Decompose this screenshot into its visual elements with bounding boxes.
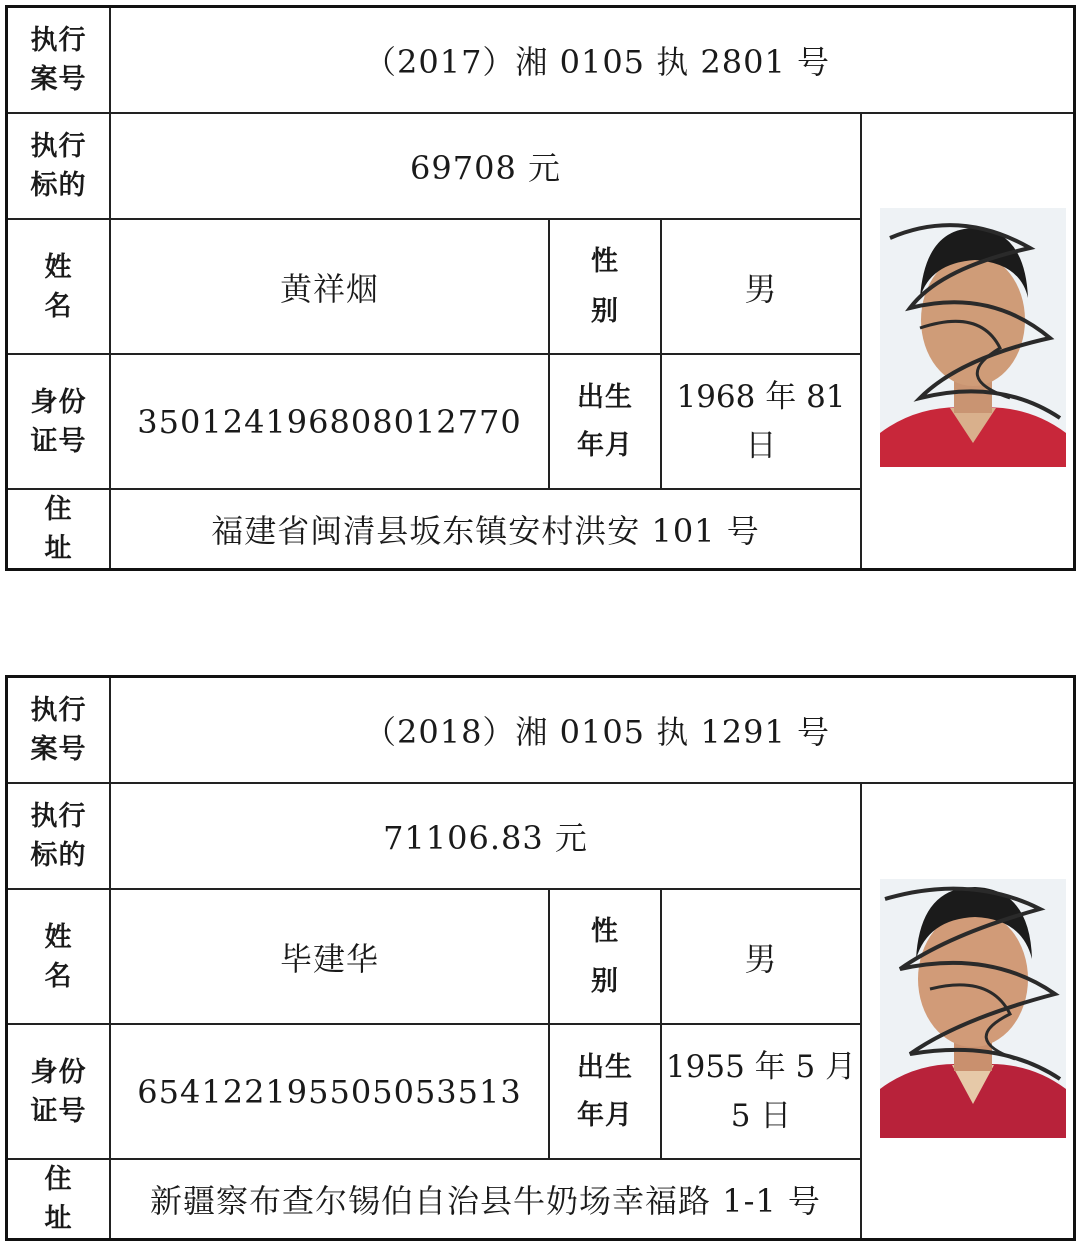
gender-value [660,888,860,1023]
label-line: 执行 [30,25,87,56]
label-line: 证号 [30,425,87,457]
id-number-text: 350124196808012770 [137,402,522,441]
name-value [109,218,548,353]
label-line: 案号 [30,64,87,95]
gender-label [548,888,660,1023]
case-number-value [109,678,1073,782]
address-label [8,488,109,568]
address-text: 福建省闽清县坂东镇安村洪安 101 号 [211,512,760,550]
label-line: 别 [591,295,619,327]
birth-label [548,353,660,488]
label-line: 姓 [44,921,73,953]
name-label [8,218,109,353]
label-line: 执行 [30,801,87,832]
label-line: 标的 [30,170,87,201]
name-value [109,888,548,1023]
photo-cell [860,782,1073,1238]
label-line: 址 [44,1203,73,1234]
label-line: 名 [44,290,73,322]
birth-line: 1955 年 5 月 [665,1048,857,1085]
label-line: 住 [44,494,73,525]
id-number-label [8,353,109,488]
gender-label [548,218,660,353]
case-number-value [109,8,1073,112]
label-line: 案号 [30,734,87,765]
portrait-image [880,879,1066,1138]
debtor-record-1 [5,5,1076,571]
label-line: 出生 [577,381,633,413]
label-line: 执行 [30,131,87,162]
birth-line: 1968 年 81 [676,378,846,415]
label-line: 姓 [44,251,73,283]
name-label [8,888,109,1023]
birth-label [548,1023,660,1158]
target-amount-label [8,782,109,888]
person-photo [880,879,1066,1138]
name-text: 毕建华 [279,939,379,978]
id-number-label [8,1023,109,1158]
label-line: 性 [591,245,619,277]
label-line: 执行 [30,695,87,726]
gender-value [660,218,860,353]
id-number-value [109,353,548,488]
case-number-text: （2018）湘 0105 执 1291 号 [363,713,830,751]
target-amount-value [109,112,860,218]
id-number-text: 654122195505053513 [137,1072,522,1111]
label-line: 别 [591,965,619,997]
person-photo [880,208,1066,467]
gender-text: 男 [744,939,778,978]
birth-line: 日 [745,427,777,464]
birth-value [660,353,860,488]
label-line: 年月 [577,429,633,461]
address-value [109,1158,860,1238]
address-text: 新疆察布查尔锡伯自治县牛奶场幸福路 1-1 号 [150,1182,821,1220]
label-line: 标的 [30,840,87,871]
target-amount-value [109,782,860,888]
case-number-label [8,678,109,782]
birth-value [660,1023,860,1158]
portrait-image [880,208,1066,467]
label-line: 证号 [30,1095,87,1127]
label-line: 出生 [577,1051,633,1083]
label-line: 住 [44,1164,73,1195]
case-number-text: （2017）湘 0105 执 2801 号 [363,43,830,81]
target-amount-label [8,112,109,218]
gender-text: 男 [744,269,778,308]
target-amount-text: 69708 元 [410,149,561,187]
photo-cell [860,112,1073,568]
address-label [8,1158,109,1238]
address-value [109,488,860,568]
label-line: 身份 [30,386,87,418]
name-text: 黄祥烟 [279,269,379,308]
label-line: 身份 [30,1056,87,1088]
debtor-record-2 [5,675,1076,1241]
id-number-value [109,1023,548,1158]
label-line: 性 [591,915,619,947]
birth-line: 5 日 [730,1097,792,1134]
label-line: 址 [44,533,73,564]
label-line: 年月 [577,1099,633,1131]
label-line: 名 [44,960,73,992]
case-number-label [8,8,109,112]
target-amount-text: 71106.83 元 [383,819,588,857]
